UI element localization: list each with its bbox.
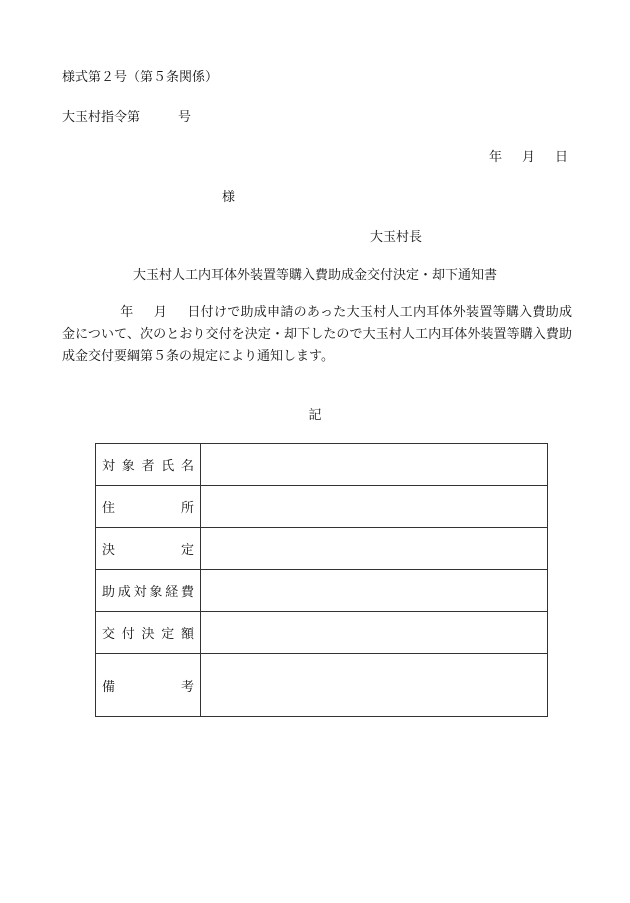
- label-char: 考: [180, 679, 194, 695]
- label-char: 象: [149, 585, 163, 600]
- addressee-honorific: 様: [222, 190, 236, 205]
- row-label: [96, 528, 201, 570]
- issue-date: [489, 146, 568, 165]
- table-row: [96, 654, 548, 717]
- row-label: [96, 612, 201, 654]
- label-char: 定: [161, 627, 175, 642]
- row-value[interactable]: [201, 444, 548, 486]
- label-char: 対: [102, 459, 116, 474]
- row-label: [96, 486, 201, 528]
- ki-heading: 記: [308, 408, 322, 423]
- ref-prefix: 大玉村指令第: [62, 110, 141, 125]
- table-row: [96, 528, 548, 570]
- row-label: [96, 570, 201, 612]
- row-label-text: [102, 676, 194, 695]
- table-row: [96, 612, 548, 654]
- label-char: 経: [165, 585, 179, 600]
- body-year: 年: [120, 305, 134, 320]
- body-paragraph: [62, 302, 572, 368]
- row-value[interactable]: [201, 528, 548, 570]
- ref-suffix: 号: [178, 110, 192, 125]
- label-char: 額: [180, 627, 194, 642]
- row-label: [96, 654, 201, 717]
- label-char: 費: [180, 585, 194, 600]
- label-char: 者: [141, 459, 155, 474]
- row-value[interactable]: [201, 612, 548, 654]
- label-char: 住: [102, 501, 116, 516]
- label-char: 備: [102, 679, 116, 695]
- row-value[interactable]: [201, 570, 548, 612]
- row-label-text: [102, 455, 194, 474]
- body-text: 日付けで助成申請のあった大玉村人工内耳体外装置等購入費助成金について、次のとおり交付を決定・却下したので大玉村人工内耳体外装置等購入費助成金交付要綱第５条の規定により通知します。: [62, 305, 572, 364]
- row-value[interactable]: [201, 654, 548, 717]
- row-label-text: [102, 581, 194, 600]
- sender-name: 大玉村長: [370, 230, 423, 245]
- reference-number: [62, 106, 191, 125]
- table-row: [96, 486, 548, 528]
- label-char: 決: [102, 543, 116, 558]
- label-char: 名: [180, 459, 194, 474]
- row-label-text: [102, 497, 194, 516]
- row-label-text: [102, 539, 194, 558]
- label-char: 交: [102, 627, 116, 642]
- label-char: 成: [117, 585, 131, 600]
- label-char: 助: [102, 585, 116, 600]
- label-char: 所: [180, 501, 194, 516]
- label-char: 決: [141, 627, 155, 642]
- row-label-text: [102, 623, 194, 642]
- table-row: [96, 570, 548, 612]
- label-char: 定: [180, 543, 194, 558]
- label-char: 付: [121, 627, 135, 642]
- form-number: 様式第２号（第５条関係）: [62, 70, 219, 85]
- label-char: 対: [133, 585, 147, 600]
- table-row: [96, 444, 548, 486]
- date-year: 年: [488, 150, 502, 165]
- row-value[interactable]: [201, 486, 548, 528]
- date-month: 月: [521, 150, 535, 165]
- label-char: 象: [121, 459, 135, 474]
- label-char: 氏: [161, 459, 175, 474]
- info-table: [95, 443, 548, 717]
- date-day: 日: [554, 150, 568, 165]
- row-label: [96, 444, 201, 486]
- document-title: 大玉村人工内耳体外装置等購入費助成金交付決定・却下通知書: [132, 268, 497, 283]
- body-month: 月: [153, 305, 168, 320]
